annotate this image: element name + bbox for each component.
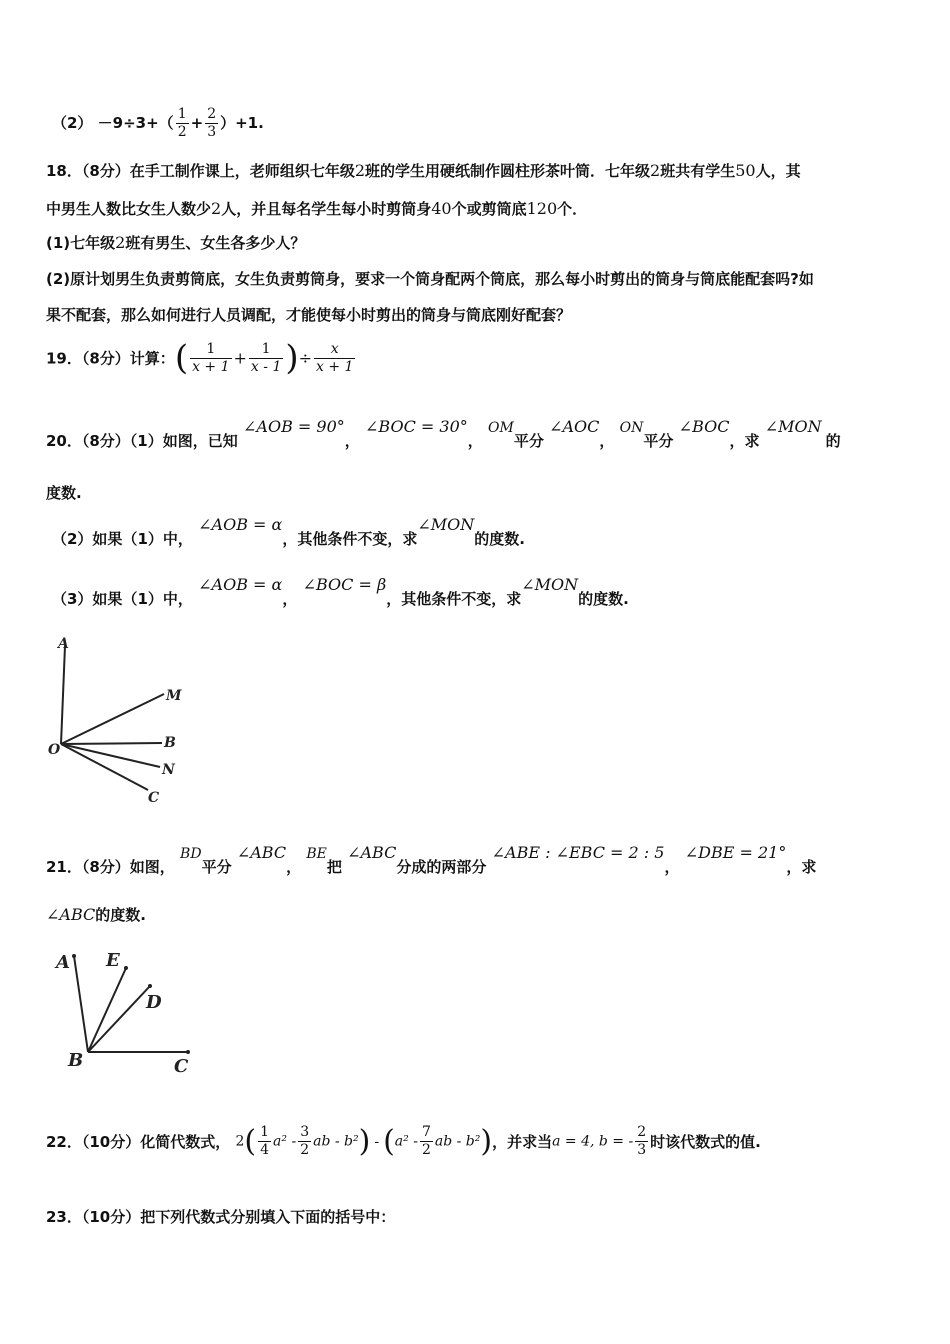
ray-om (61, 694, 164, 744)
fraction-2-3: $\frac{2}{3}$ (207, 106, 217, 140)
q23: 23．（10分）把下列代数式分别填入下面的括号中： (46, 1208, 396, 1226)
q17-expr-b: ）+1. (220, 114, 264, 132)
q18-line2: 中男生人数比女生人数少2人，并且每名学生每小时剪筒身40个或剪筒底120个． (46, 199, 588, 218)
ray-ob (61, 743, 162, 744)
q19: 19．（8分）计算：( $\frac{1}{x + 1}$ + $\frac{1}{x - 1}$ )÷ $\frac{x}{x + 1}$ (46, 338, 354, 378)
angle-mon-figure (40, 632, 200, 812)
q17-label: （2） (52, 114, 93, 132)
fraction-x-over-x-plus-1: $\frac{x}{x + 1}$ (316, 340, 354, 375)
q17-part2: （2） －9÷3+（ $\frac{1}{2}$ + $\frac{2}{3}$ ）+1. (52, 106, 264, 140)
ray-oc (61, 744, 148, 790)
label-d: D (146, 992, 162, 1013)
q18-sub1: (1)七年级2班有男生、女生各多少人？ (46, 233, 306, 252)
q21-line1: 21．（8分）如图， BD平分 ∠ABC， BE把 ∠ABC分成的两部分 ∠ABE : ∠EBC = 2 : 5， ∠DBE = 21°，求 (46, 843, 817, 876)
label-n: N (162, 762, 175, 778)
q20-line1: 20．（8分）（1）如图，已知 ∠AOB = 90°， ∠BOC = 30°， OM平分 ∠AOC， ON平分 ∠BOC，求 ∠MON的 (46, 417, 841, 450)
q20-part2: （2）如果（1）中， ∠AOB = α，其他条件不变，求∠MON的度数. (52, 515, 525, 548)
fraction-1-over-x-plus-1: $\frac{1}{x + 1}$ (192, 340, 230, 375)
ray-bd (88, 986, 150, 1052)
label-b: B (164, 735, 176, 751)
label-m: M (166, 688, 182, 704)
q17-expr-a: －9÷3+（ (97, 114, 174, 132)
fraction-1-over-x-minus-1: $\frac{1}{x - 1}$ (250, 340, 282, 375)
fraction-1-2: $\frac{1}{2}$ (177, 106, 187, 140)
label-c: C (174, 1056, 189, 1077)
ray-ba (74, 956, 88, 1052)
label-o: O (48, 742, 61, 758)
ray-on (61, 744, 160, 767)
ray-oa (61, 646, 65, 744)
label-c: C (148, 790, 160, 806)
q21-line2: ∠ABC的度数. (46, 905, 146, 924)
angle-abc-figure (50, 944, 210, 1084)
ray-be (88, 968, 126, 1052)
label-e: E (106, 950, 120, 971)
label-b: B (68, 1050, 84, 1071)
q18-line1: 18．（8分）在手工制作课上，老师组织七年级2班的学生用硬纸制作圆柱形茶叶筒．七年级2班共有学生50人，其 (46, 161, 801, 180)
q22: 22．（10分）化简代数式， 2( $\frac{1}{4}$ a² - $\frac{3}{2}$ ab - b²) - (a² - $\frac{7}{2}$ ab - b²)，并求当a = 4, b = - $\frac{2}{3}$ 时该代数式的值. (46, 1124, 761, 1159)
q20-degree: 度数. (46, 484, 82, 502)
q18-sub2-line2: 果不配套，那么如何进行人员调配，才能使每小时剪出的筒身与筒底刚好配套？ (46, 306, 572, 324)
label-a: A (58, 636, 69, 652)
q18-sub2-line1: (2)原计划男生负责剪筒底，女生负责剪筒身，要求一个筒身配两个筒底，那么每小时剪出的筒身与筒底能配套吗?如 (46, 270, 814, 288)
q20-part3: （3）如果（1）中， ∠AOB = α， ∠BOC = β，其他条件不变，求∠MON的度数. (52, 575, 629, 608)
label-a: A (56, 952, 70, 973)
